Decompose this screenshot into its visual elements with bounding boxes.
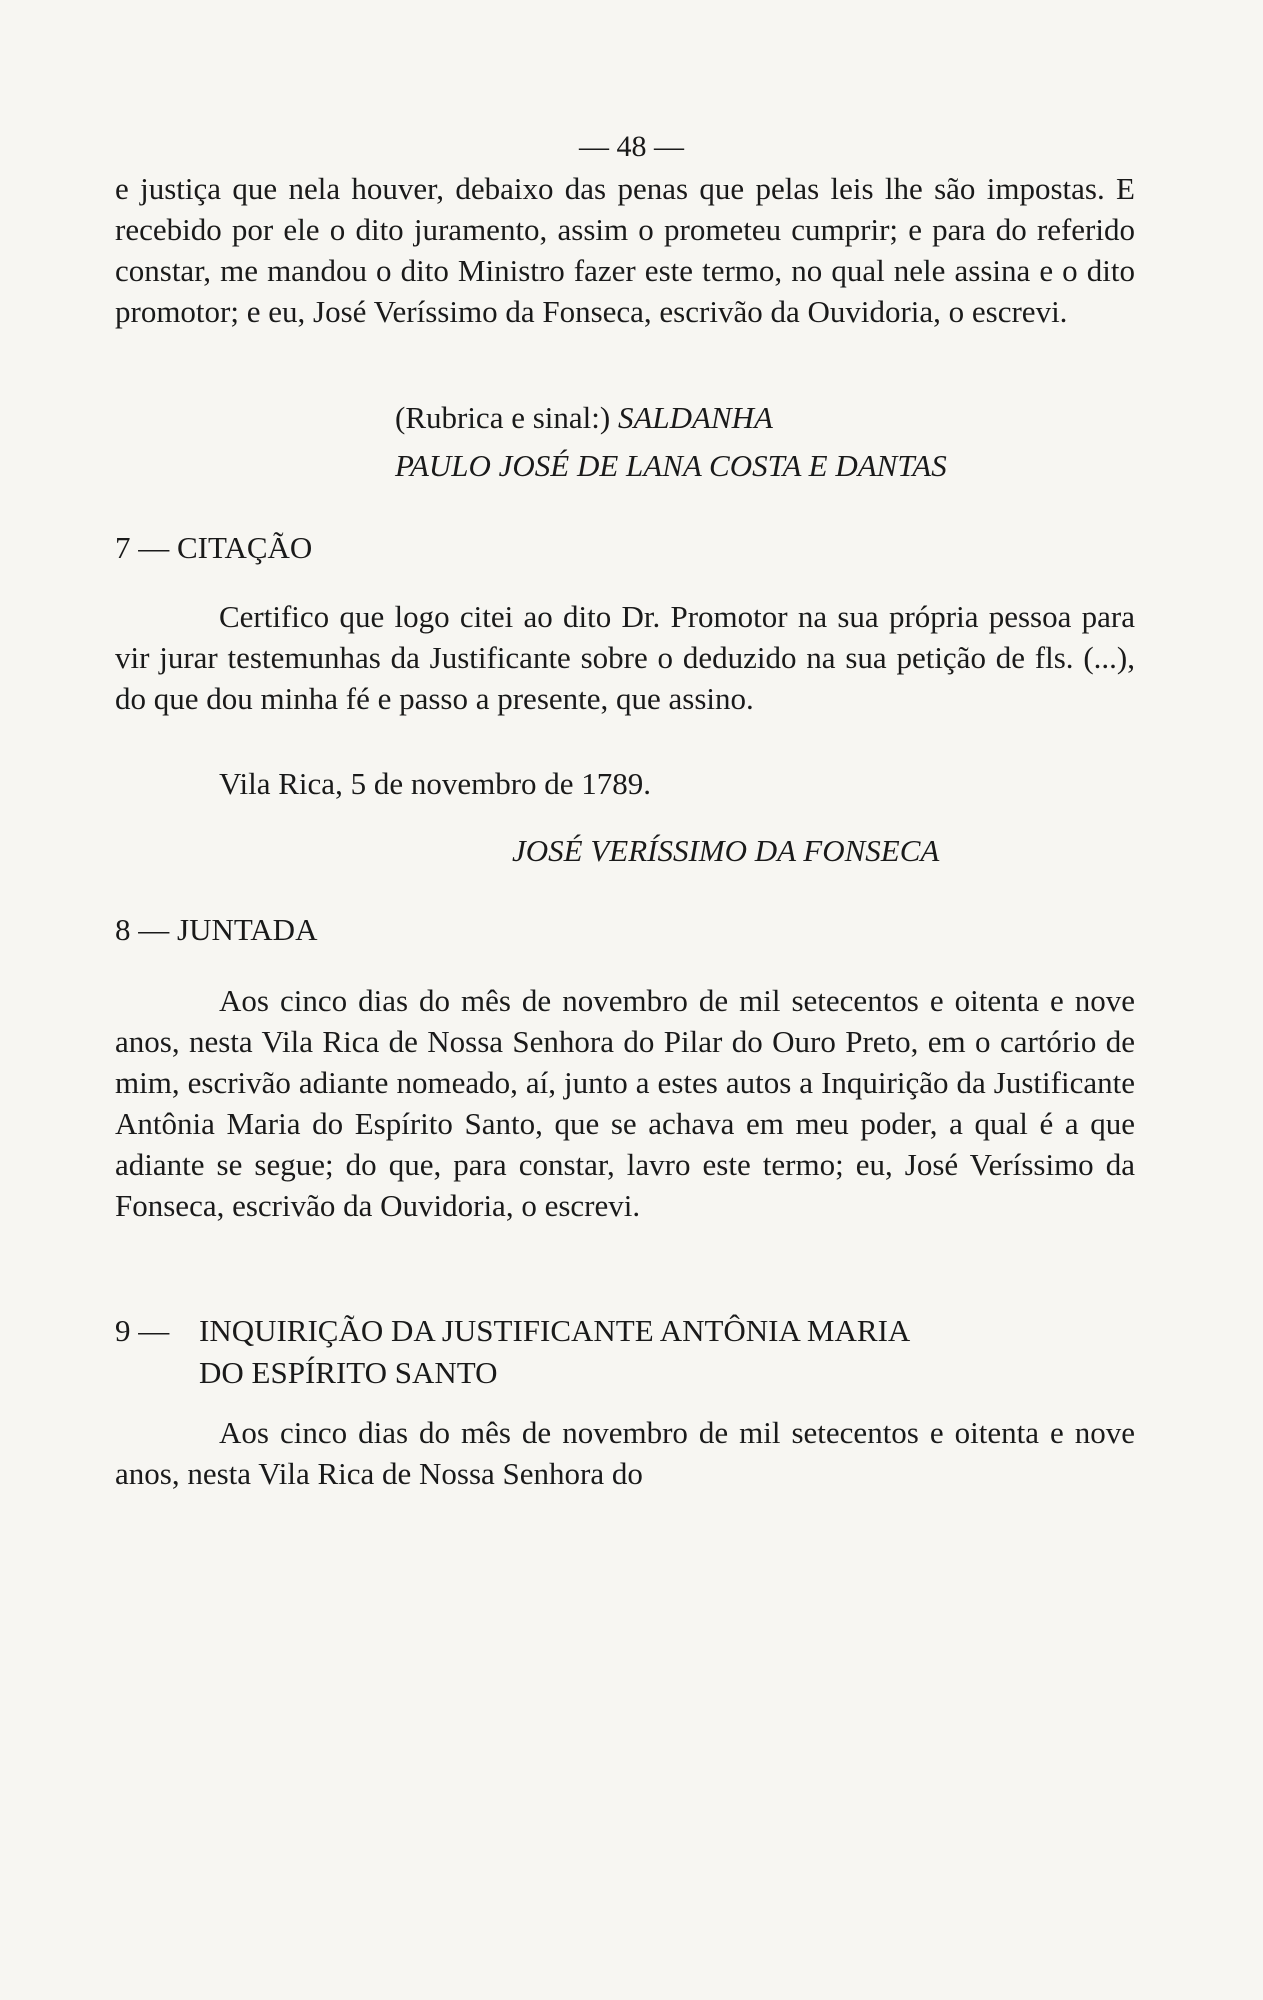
section-7-heading: 7 — CITAÇÃO [115,530,313,565]
section-8-heading: 8 — JUNTADA [115,912,318,947]
section-8-body: Aos cinco dias do mês de novembro de mil setecentos e oitenta e nove anos, nesta Vila Rica de Nossa Senhora do Pilar do Ouro Preto, em o cartório de mim, escrivão adiante nomeado, aí, junto a estes autos a Inquirição da Justificante Antônia Maria do Espírito Santo, que se achava em meu poder, a qual é a que adiante se segue; do que, para constar, lavro este termo; eu, José Veríssimo da Fonseca, escrivão da Ouvidoria, o escrevi. [115,983,1135,1223]
signature-name: JOSÉ VERÍSSIMO DA FONSECA [512,833,940,868]
page-number: — 48 — [579,130,684,163]
section-7-body: Certifico que logo citei ao dito Dr. Promotor na sua própria pessoa para vir jurar testemunhas da Justificante sobre o deduzido na sua petição de fls. (...), do que dou minha fé e passo a presente, que assino. [115,599,1135,716]
signature-name: PAULO JOSÉ DE LANA COSTA E DANTAS [395,448,947,483]
section-9-number: 9 — [115,1313,170,1348]
section-9-heading [115,1310,1135,1394]
section-7-place-date: Vila Rica, 5 de novembro de 1789. [219,766,652,801]
section-7-signature [512,833,939,869]
section-9-heading-line2: DO ESPÍRITO SANTO [199,1355,498,1390]
signature-saldanha [395,400,773,436]
signature-prefix: (Rubrica e sinal:) [395,400,618,435]
section-9-body: Aos cinco dias do mês de novembro de mil setecentos e oitenta e nove anos, nesta Vila Rica de Nossa Senhora do [115,1415,1135,1491]
signature-name: SALDANHA [617,400,773,435]
paragraph-juramento: e justiça que nela houver, debaixo das penas que pelas leis lhe são impostas. E recebido por ele o dito juramento, assim o prometeu cumprir; e para do referido constar, me mandou o dito Ministro fazer este termo, no qual nele assina e o dito promotor; e eu, José Veríssimo da Fonseca, escrivão da Ouvidoria, o escrevi. [115,171,1135,329]
signature-paulo-jose [395,448,947,484]
section-9-heading-line1: INQUIRIÇÃO DA JUSTIFICANTE ANTÔNIA MARIA [199,1313,911,1348]
